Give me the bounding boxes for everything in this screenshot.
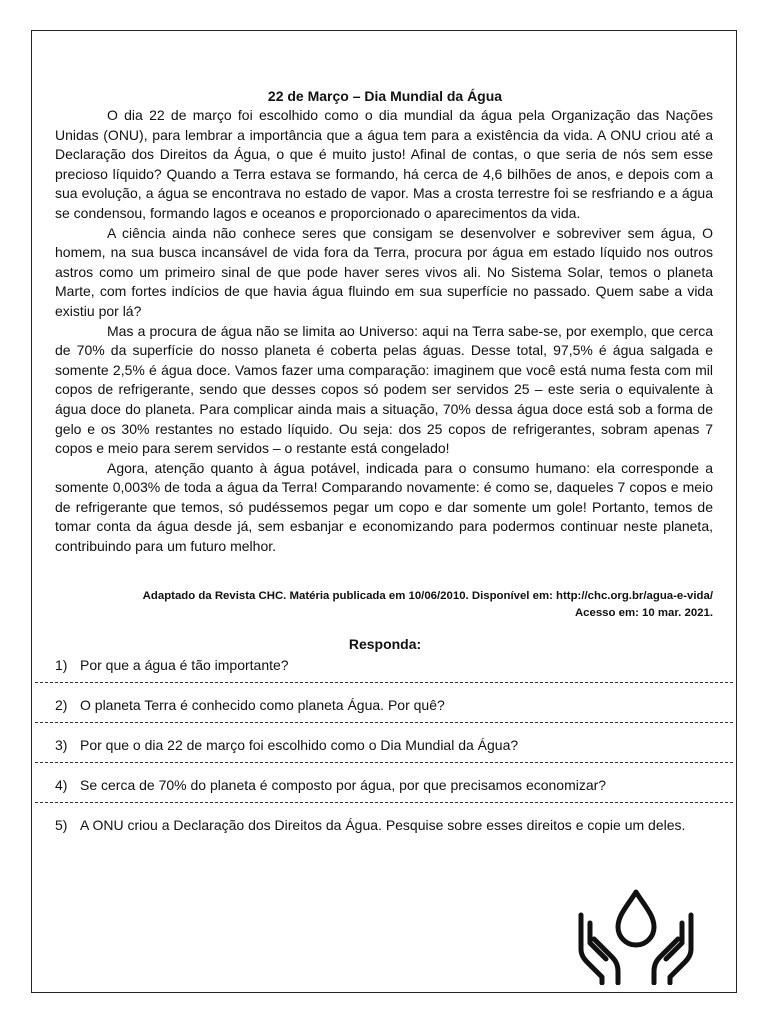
question-number: 4) [55, 777, 68, 793]
question-number: 3) [55, 737, 68, 753]
water-drop-shape [618, 892, 654, 945]
question-text: Se cerca de 70% do planeta é composto por água, por que precisamos economizar? [80, 777, 607, 793]
question-3 [55, 736, 713, 762]
dashed-divider [35, 802, 733, 803]
source-line-2: Acesso em: 10 mar. 2021. [574, 607, 713, 619]
dashed-divider [35, 682, 733, 683]
respond-heading: Responda: [348, 636, 422, 652]
question-number: 2) [55, 697, 68, 713]
question-number: 1) [55, 657, 68, 673]
question-1 [55, 656, 713, 682]
article-title: 22 de Março – Dia Mundial da Água [267, 88, 503, 104]
question-4 [55, 776, 713, 802]
hands-holding-water-drop-icon [576, 887, 696, 985]
article-body [55, 106, 713, 557]
article-paragraph-1: O dia 22 de março foi escolhido como o dia mundial da água pela Organização das Nações Unidas (ONU), para lembrar a importância que a água tem para a existência da vida. A ONU criou até a Declaração dos Direitos da Água, o que é muito justo! Afinal de contas, o que seria de nós sem esse precioso líquido? Quando a Terra estava se formando, há cerca de 4,6 bilhões de anos, e depois com a sua evolução, a água se encontrava no estado de vapor. Mas a crosta terrestre foi se resfriando e a água se condensou, formando lagos e oceanos e proporcionado o aparecimentos da vida. [55, 107, 713, 221]
question-text: Por que a água é tão importante? [80, 657, 289, 673]
question-number: 5) [55, 817, 68, 833]
questions-list [55, 656, 713, 836]
question-text: A ONU criou a Declaração dos Direitos da Água. Pesquise sobre esses direitos e copie um deles. [80, 817, 686, 833]
article-paragraph-2: A ciência ainda não conhece seres que consigam se desenvolver e sobreviver sem água, O homem, na sua busca incansável de vida fora da Terra, procura por água em estado líquido nos outros astros como um primeiro sinal de que pode haver seres vivos ali. No Sistema Solar, temos o planeta Marte, com fortes indícios de que havia água fluindo em sua superfície no passado. Quem sabe a vida existiu por lá? [55, 224, 713, 319]
article-paragraph-3: Mas a procura de água não se limita ao Universo: aqui na Terra sabe-se, por exemplo, que cerca de 70% da superfície do nosso planeta é coberta pelas águas. Desse total, 97,5% é água salgada e somente 2,5% é água doce. Vamos fazer uma comparação: imaginem que você está numa festa com mil copos de refrigerante, sendo que desses copos só podem ser servidos 25 – este seria o equivalente à água doce do planeta. Para complicar ainda mais a situação, 70% dessa água doce está sob a forma de gelo e os 30% restantes no estado líquido. Ou seja: dos 25 copos de refrigerantes, sobram apenas 7 copos e meio para serem servidos – o restante está congelado! [55, 322, 713, 457]
article-paragraph-4: Agora, atenção quanto à água potável, indicada para o consumo humano: ela corresponde a somente 0,003% de toda a água da Terra! Comparando novamente: é como se, daqueles 7 copos e meio de refrigerante que temos, só pudéssemos pegar um copo e dar somente um gole! Portanto, temos de tomar conta da água desde já, sem esbanjar e economizando para podermos continuar neste planeta, contribuindo para um futuro melhor. [55, 459, 713, 555]
question-text: Por que o dia 22 de março foi escolhido como o Dia Mundial da Água? [80, 737, 519, 753]
question-text: O planeta Terra é conhecido como planeta Água. Por quê? [80, 697, 445, 713]
question-2 [55, 696, 713, 722]
dashed-divider [35, 722, 733, 723]
worksheet-page [31, 30, 737, 993]
question-5 [55, 816, 713, 836]
source-citation [55, 588, 713, 622]
source-line-1: Adaptado da Revista CHC. Matéria publicada em 10/06/2010. Disponível em: http://chc.org.br/agua-e-vida/ [142, 590, 713, 602]
dashed-divider [35, 762, 733, 763]
